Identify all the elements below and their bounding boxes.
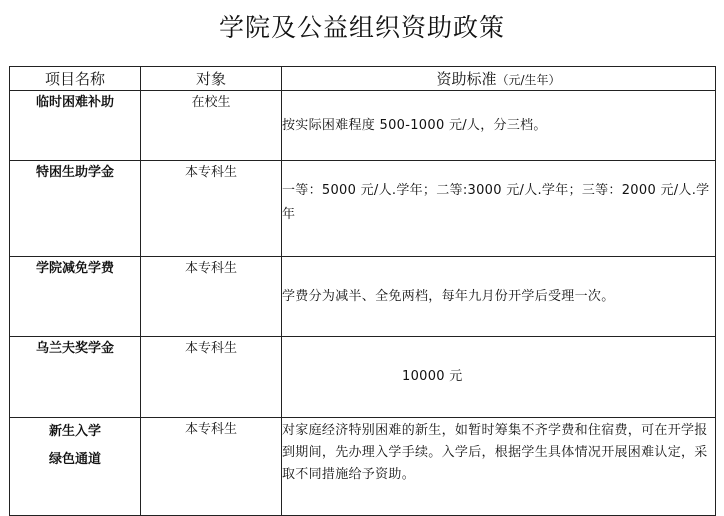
- standard-cell: 按实际困难程度 500-1000 元/人，分三档。: [282, 91, 716, 161]
- table-row: [10, 337, 716, 418]
- table-header-row: [10, 67, 716, 91]
- target-cell: 本专科生: [141, 257, 282, 337]
- project-name-line: 绿色通道: [48, 452, 101, 467]
- standard-cell: 一等：5000 元/人.学年；二等:3000 元/人.学年；三等：2000 元/人.学年: [282, 161, 716, 257]
- target-cell: 在校生: [141, 91, 282, 161]
- funding-policy-table: [9, 66, 716, 516]
- page-title: 学院及公益组织资助政策: [218, 13, 505, 42]
- project-name-line: 新生入学: [48, 424, 101, 439]
- standard-cell: 10000 元: [282, 337, 716, 418]
- table-row: [10, 418, 716, 516]
- project-name-cell: 特困生助学金: [10, 161, 141, 257]
- standard-cell: 学费分为减半、全免两档，每年九月份开学后受理一次。: [282, 257, 716, 337]
- target-cell: 本专科生: [141, 337, 282, 418]
- table-row: [10, 257, 716, 337]
- header-standard: [282, 67, 716, 91]
- target-cell: 本专科生: [141, 161, 282, 257]
- project-name-cell: 乌兰夫奖学金: [10, 337, 141, 418]
- standard-cell: 对家庭经济特别困难的新生，如暂时筹集不齐学费和住宿费，可在开学报到期间，先办理入学手续。入学后，根据学生具体情况开展困难认定，采取不同措施给予资助。: [282, 418, 716, 516]
- target-cell: 本专科生: [141, 418, 282, 516]
- project-name-cell: [10, 418, 141, 516]
- header-project-name: 项目名称: [10, 67, 141, 91]
- project-name-cell: 学院减免学费: [10, 257, 141, 337]
- project-name-cell: 临时困难补助: [10, 91, 141, 161]
- header-standard-label: 资助标准: [436, 70, 497, 88]
- table-row: [10, 91, 716, 161]
- header-standard-unit: （元/生年）: [496, 73, 561, 87]
- table-row: [10, 161, 716, 257]
- header-target: 对象: [141, 67, 282, 91]
